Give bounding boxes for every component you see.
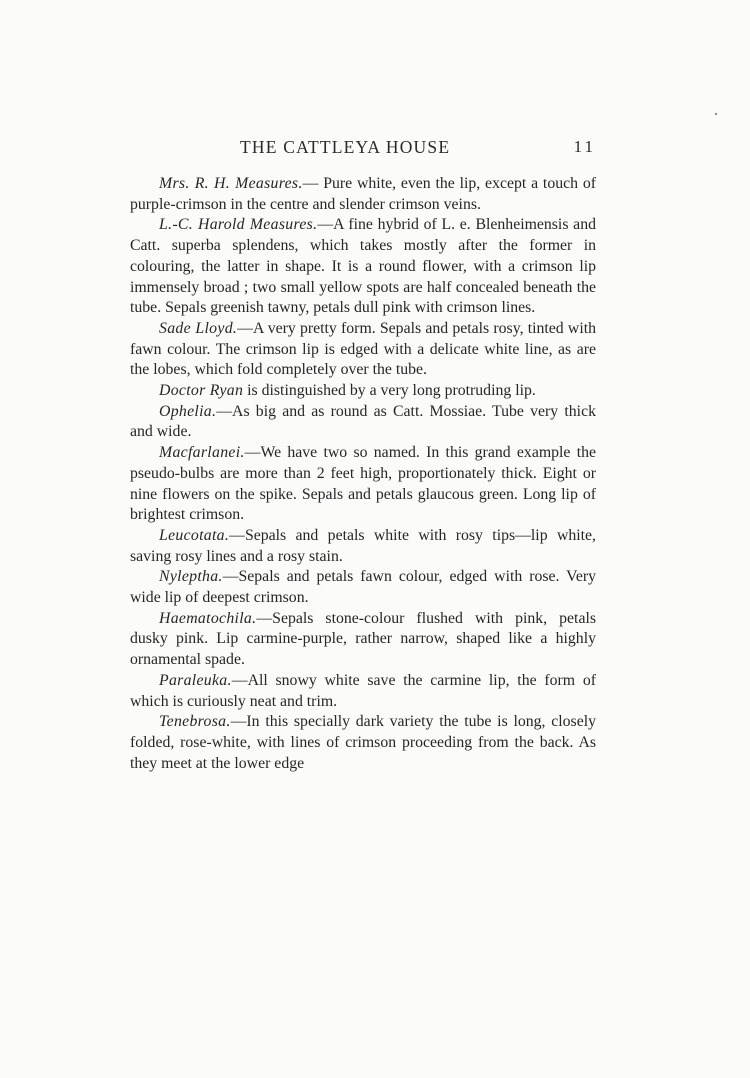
variety-description: —A fine hybrid of L. e. Blenheimensis and Catt. superba splendens, which takes mostly after the former in colouring, the latter in shape. It is a round flower, with a crimson lip immensely broad ; two small yellow spots are half concealed beneath the tube. Sepals greenish tawny, petals dull pink with crimson lines. [130,216,596,317]
variety-description: —A very pretty form. Sepals and petals rosy, tinted with fawn colour. The crimson lip is edged with a delicate white line, as are the lobes, which fold completely over the tube. [130,319,596,379]
entry-paraleuka [130,671,596,712]
running-title: THE CATTLEYA HOUSE [240,137,451,157]
body-text [130,174,596,774]
entry-ophelia [130,402,596,443]
page-number: 11 [573,137,596,156]
variety-name: Macfarlanei. [159,444,245,462]
entry-tenebrosa [130,712,596,774]
variety-description: —In this specially dark variety the tube is long, closely folded, rose-white, with lines of crimson proceeding from the back. As they meet at the lower edge [130,713,596,772]
variety-name: Paraleuka. [159,671,232,689]
variety-name: Mrs. R. H. Measures. [159,175,303,192]
running-head [130,137,600,161]
entry-macfarlanei [130,443,596,526]
variety-name: L.-C. Harold Measures. [159,216,318,234]
variety-description: —Sepals and petals white with rosy tips—lip white, saving rosy lines and a rosy stain. [130,526,596,565]
entry-mrs-r-h-measures [130,174,596,215]
variety-description: —Sepals stone-colour flushed with pink, petals dusky pink. Lip carmine-purple, rather narrow, shaped like a highly ornamental spade. [130,609,596,669]
variety-name: Sade Lloyd. [159,319,238,337]
variety-name: Haematochila. [159,609,257,627]
variety-description: —As big and as round as Catt. Mossiae. Tube very thick and wide. [130,402,596,441]
variety-description: —We have two so named. In this grand example the pseudo-bulbs are more than 2 feet high, proportionately thick. Eight or nine flowers on the spike. Sepals and petals glaucous green. Long lip of brightest crimson. [130,444,596,524]
entry-nyleptha [130,567,596,608]
variety-name: Nyleptha. [159,568,223,586]
entry-doctor-ryan [130,381,596,402]
paper-speck [715,113,717,115]
entry-leucotata [130,526,596,567]
variety-description: —All snowy white save the carmine lip, the form of which is curiously neat and trim. [130,671,596,710]
variety-name: Tenebrosa. [159,713,231,731]
entry-haematochila [130,609,596,671]
variety-description: is distinguished by a very long protruding lip. [243,382,536,400]
variety-description: —Sepals and petals fawn colour, edged with rose. Very wide lip of deepest crimson. [130,568,596,607]
entry-sade-lloyd [130,319,596,381]
variety-description: — Pure white, even the lip, except a touch of purple-crimson in the centre and slender crimson veins. [130,175,596,213]
variety-name: Doctor Ryan [159,382,244,400]
variety-name: Leucotata. [159,526,230,544]
entry-harold-measures [130,215,596,319]
variety-name: Ophelia. [159,402,217,420]
